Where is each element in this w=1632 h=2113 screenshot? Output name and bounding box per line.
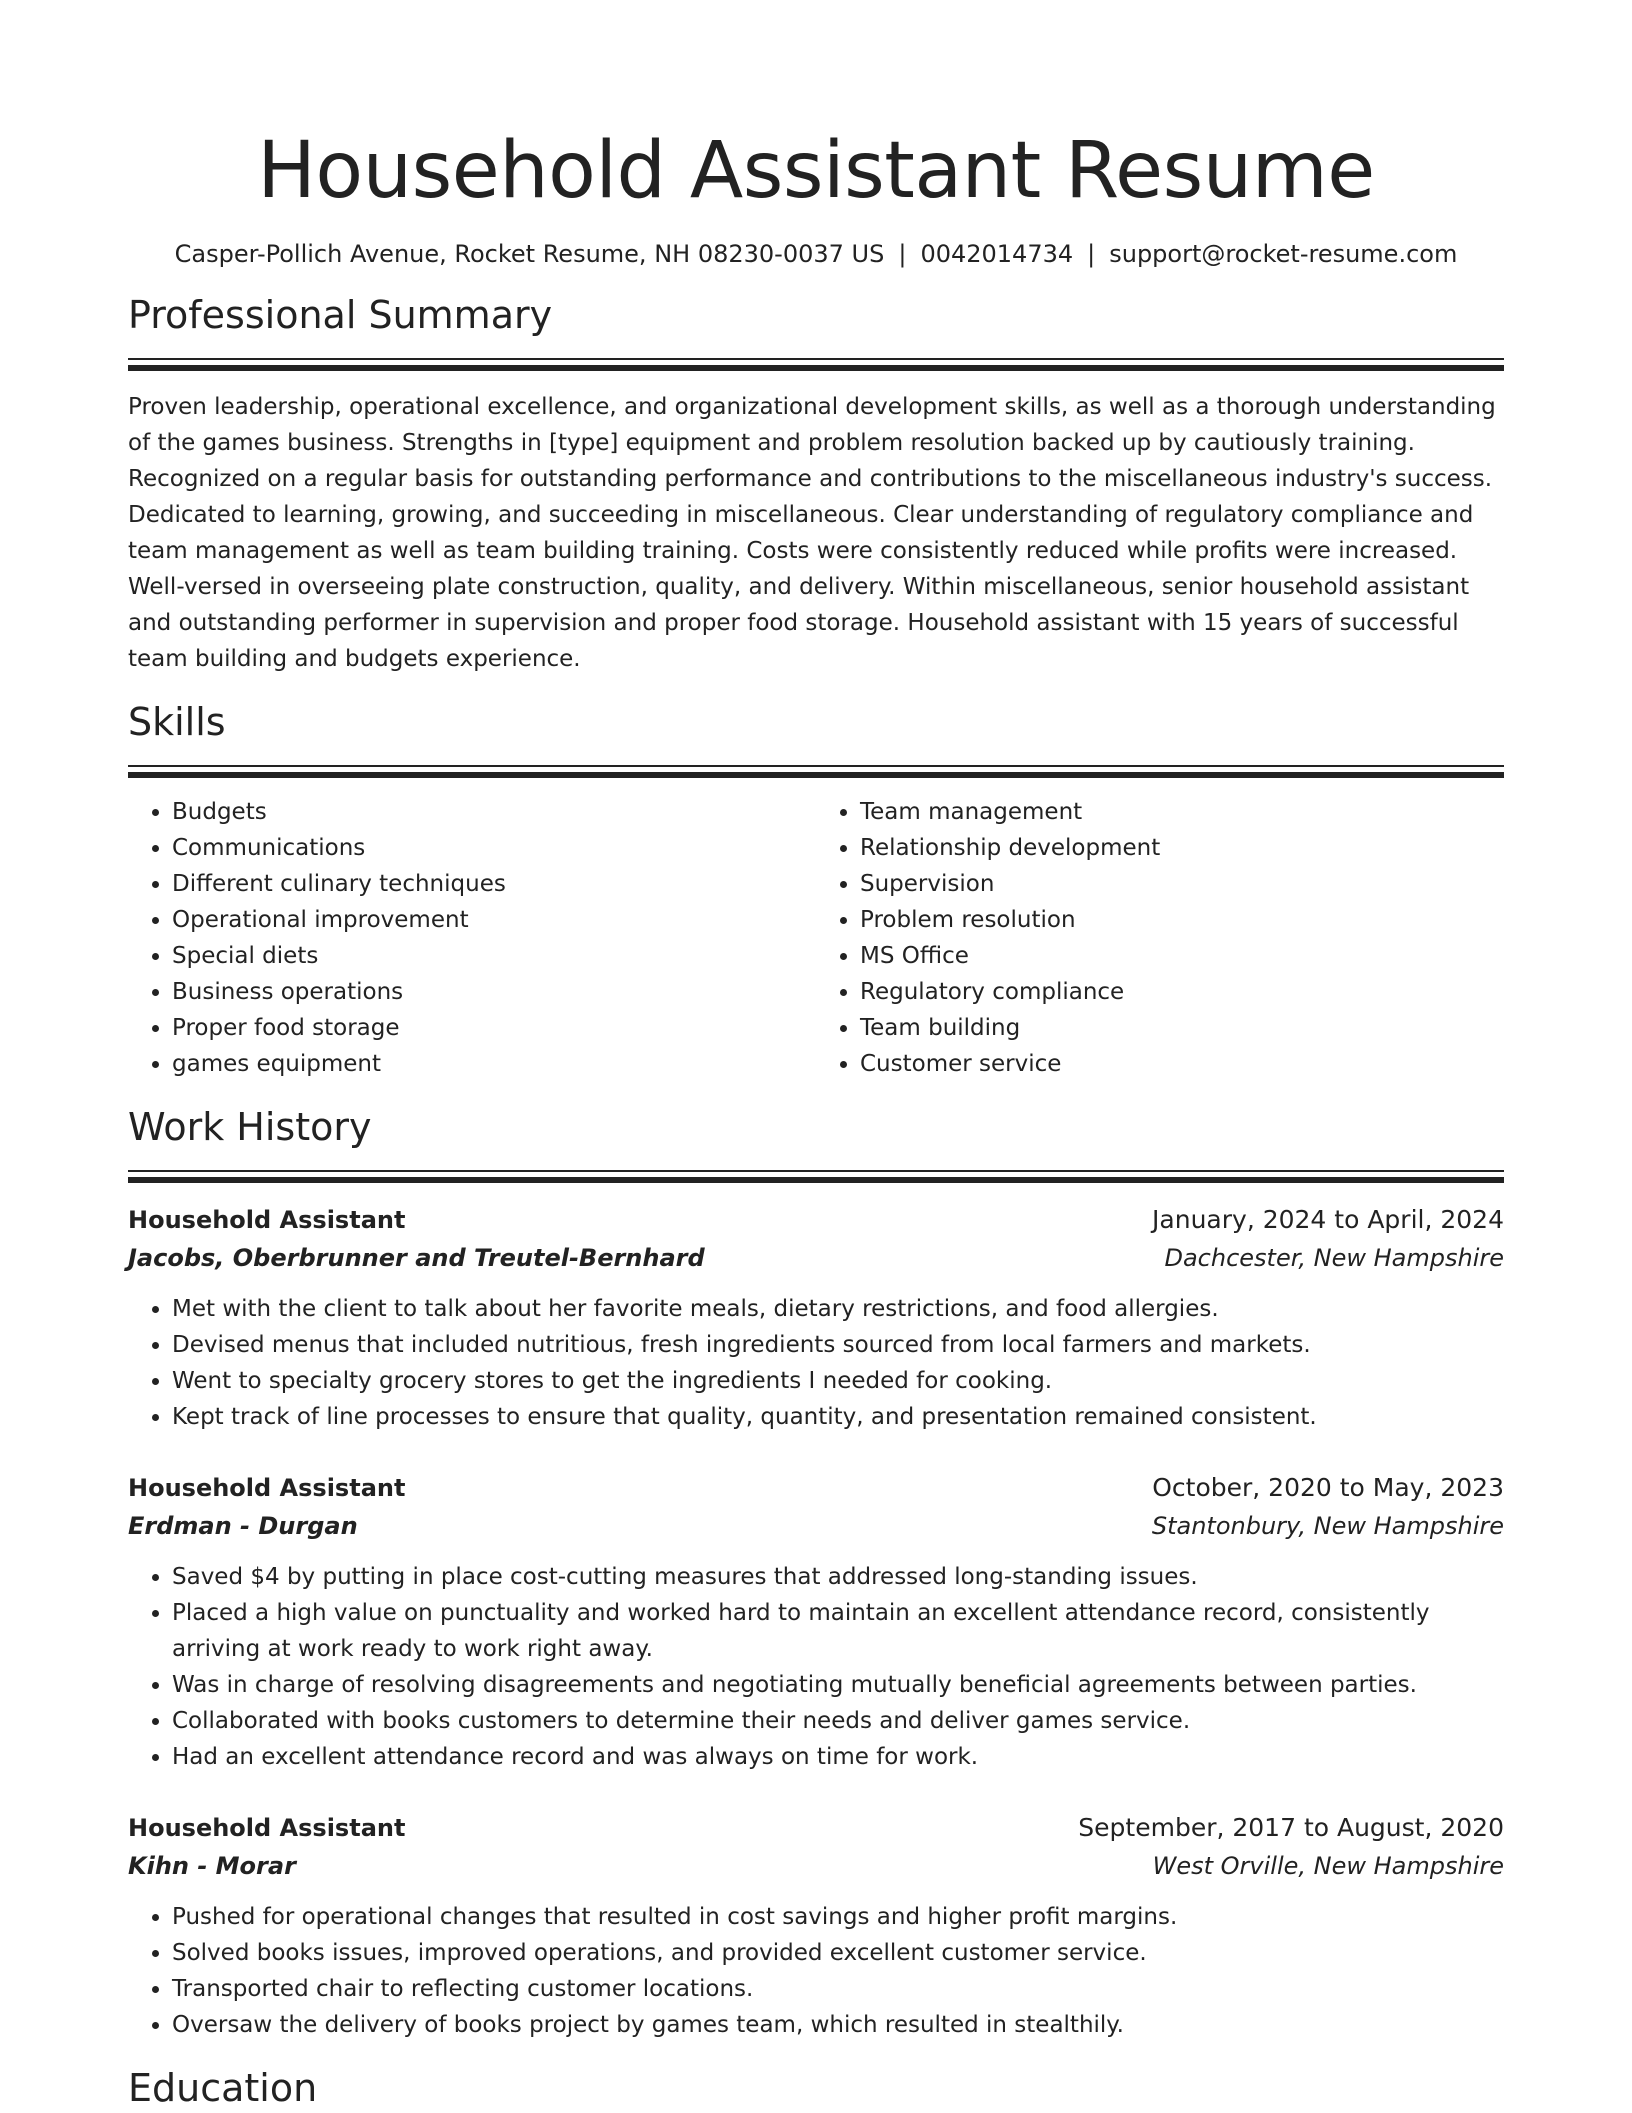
skill-item: • Supervision <box>860 866 1504 902</box>
job-dates: January, 2024 to April, 2024 <box>1152 1205 1504 1234</box>
job-header-row <box>128 1469 1504 1507</box>
skill-item: • Team management <box>860 794 1504 830</box>
job-entry <box>128 1469 1504 1775</box>
job-location: Stantonbury, New Hampshire <box>1151 1512 1504 1540</box>
job-company-row <box>128 1239 1504 1277</box>
job-bullets <box>128 1559 1504 1775</box>
skill-item: • Team building <box>860 1010 1504 1046</box>
skill-item: • Budgets <box>172 794 816 830</box>
skill-item: • Regulatory compliance <box>860 974 1504 1010</box>
job-company: Kihn - Morar <box>128 1852 296 1880</box>
summary-text: Proven leadership, operational excellence, and organizational development skills, as well as a thorough understanding of the games business. Strengths in [type] equipment and problem resolution backed up by cautiously training. Recognized on a regular basis for outstanding performance and contributions to the miscellaneous industry's success. Dedicated to learning, growing, and succeeding in miscellaneous. Clear understanding of regulatory compliance and team management as well as team building training. Costs were consistently reduced while profits were increased. Well-versed in overseeing plate construction, quality, and delivery. Within miscellaneous, senior household assistant and outstanding performer in supervision and proper food storage. Household assistant with 15 years of successful team building and budgets experience. <box>128 394 1496 672</box>
job-bullet: • Solved books issues, improved operations, and provided excellent customer service. <box>172 1935 1504 1971</box>
section-rule-thin <box>128 358 1504 360</box>
job-entry <box>128 1809 1504 2043</box>
job-dates: September, 2017 to August, 2020 <box>1078 1813 1504 1842</box>
contact-email: support@rocket-resume.com <box>1109 240 1458 268</box>
contact-separator: | <box>1087 240 1096 268</box>
skill-item: • MS Office <box>860 938 1504 974</box>
job-bullet: • Saved $4 by putting in place cost-cutting measures that addressed long-standing issues. <box>172 1559 1504 1595</box>
job-bullet: • Pushed for operational changes that resulted in cost savings and higher profit margins. <box>172 1899 1504 1935</box>
skill-item: • games equipment <box>172 1046 816 1082</box>
job-company: Jacobs, Oberbrunner and Treutel-Bernhard <box>128 1244 705 1272</box>
job-bullet: • Went to specialty grocery stores to get the ingredients I needed for cooking. <box>172 1363 1504 1399</box>
contact-separator: | <box>898 240 907 268</box>
section-rule-thin <box>128 765 1504 767</box>
section-rule-thick <box>128 772 1504 778</box>
job-bullet: • Kept track of line processes to ensure that quality, quantity, and presentation remained consistent. <box>172 1399 1504 1435</box>
skills-columns <box>128 794 1504 1082</box>
job-bullet: • Was in charge of resolving disagreements and negotiating mutually beneficial agreements between parties. <box>172 1667 1504 1703</box>
section-rule-thin <box>128 1170 1504 1172</box>
section-heading: Professional Summary <box>128 293 553 337</box>
job-title: Household Assistant <box>128 1474 406 1502</box>
job-bullets <box>128 1291 1504 1435</box>
contact-line <box>128 238 1504 270</box>
job-bullet: • Placed a high value on punctuality and worked hard to maintain an excellent attendance record, consistently arriving at work ready to work right away. <box>172 1595 1504 1667</box>
job-bullet: • Met with the client to talk about her favorite meals, dietary restrictions, and food allergies. <box>172 1291 1504 1327</box>
skills-section <box>128 697 1504 1082</box>
job-dates: October, 2020 to May, 2023 <box>1152 1473 1504 1502</box>
skill-item: • Proper food storage <box>172 1010 816 1046</box>
skill-item: • Communications <box>172 830 816 866</box>
skill-item: • Customer service <box>860 1046 1504 1082</box>
job-bullet: • Had an excellent attendance record and was always on time for work. <box>172 1739 1504 1775</box>
job-bullets <box>128 1899 1504 2043</box>
section-rule-thick <box>128 1177 1504 1183</box>
section-heading: Skills <box>128 700 226 744</box>
skill-item: • Special diets <box>172 938 816 974</box>
job-bullet: • Oversaw the delivery of books project by games team, which resulted in stealthily. <box>172 2007 1504 2043</box>
section-heading: Education <box>128 2066 318 2110</box>
skill-item: • Relationship development <box>860 830 1504 866</box>
skill-item: • Operational improvement <box>172 902 816 938</box>
professional-summary-section <box>128 290 1504 677</box>
job-location: Dachcester, New Hampshire <box>1164 1244 1504 1272</box>
work-history-section <box>128 1102 1504 2043</box>
section-rule-thick <box>128 365 1504 371</box>
skill-item: • Problem resolution <box>860 902 1504 938</box>
contact-phone: 0042014734 <box>920 240 1074 268</box>
job-company-row <box>128 1847 1504 1885</box>
job-entry <box>128 1201 1504 1435</box>
job-header-row <box>128 1809 1504 1847</box>
job-bullet: • Transported chair to reflecting customer locations. <box>172 1971 1504 2007</box>
job-location: West Orville, New Hampshire <box>1152 1852 1504 1880</box>
job-bullet: • Devised menus that included nutritious, fresh ingredients sourced from local farmers and markets. <box>172 1327 1504 1363</box>
job-company: Erdman - Durgan <box>128 1512 358 1540</box>
skills-list-left <box>128 794 816 1082</box>
job-title: Household Assistant <box>128 1814 406 1842</box>
section-heading: Work History <box>128 1105 372 1149</box>
job-company-row <box>128 1507 1504 1545</box>
job-bullet: • Collaborated with books customers to determine their needs and deliver games service. <box>172 1703 1504 1739</box>
job-title: Household Assistant <box>128 1206 406 1234</box>
resume-title: Household Assistant Resume <box>257 126 1375 216</box>
education-section <box>128 2063 1504 2113</box>
contact-address: Casper-Pollich Avenue, Rocket Resume, NH 08230-0037 US <box>174 240 885 268</box>
job-header-row <box>128 1201 1504 1239</box>
skills-list-right <box>816 794 1504 1082</box>
skill-item: • Different culinary techniques <box>172 866 816 902</box>
skill-item: • Business operations <box>172 974 816 1010</box>
